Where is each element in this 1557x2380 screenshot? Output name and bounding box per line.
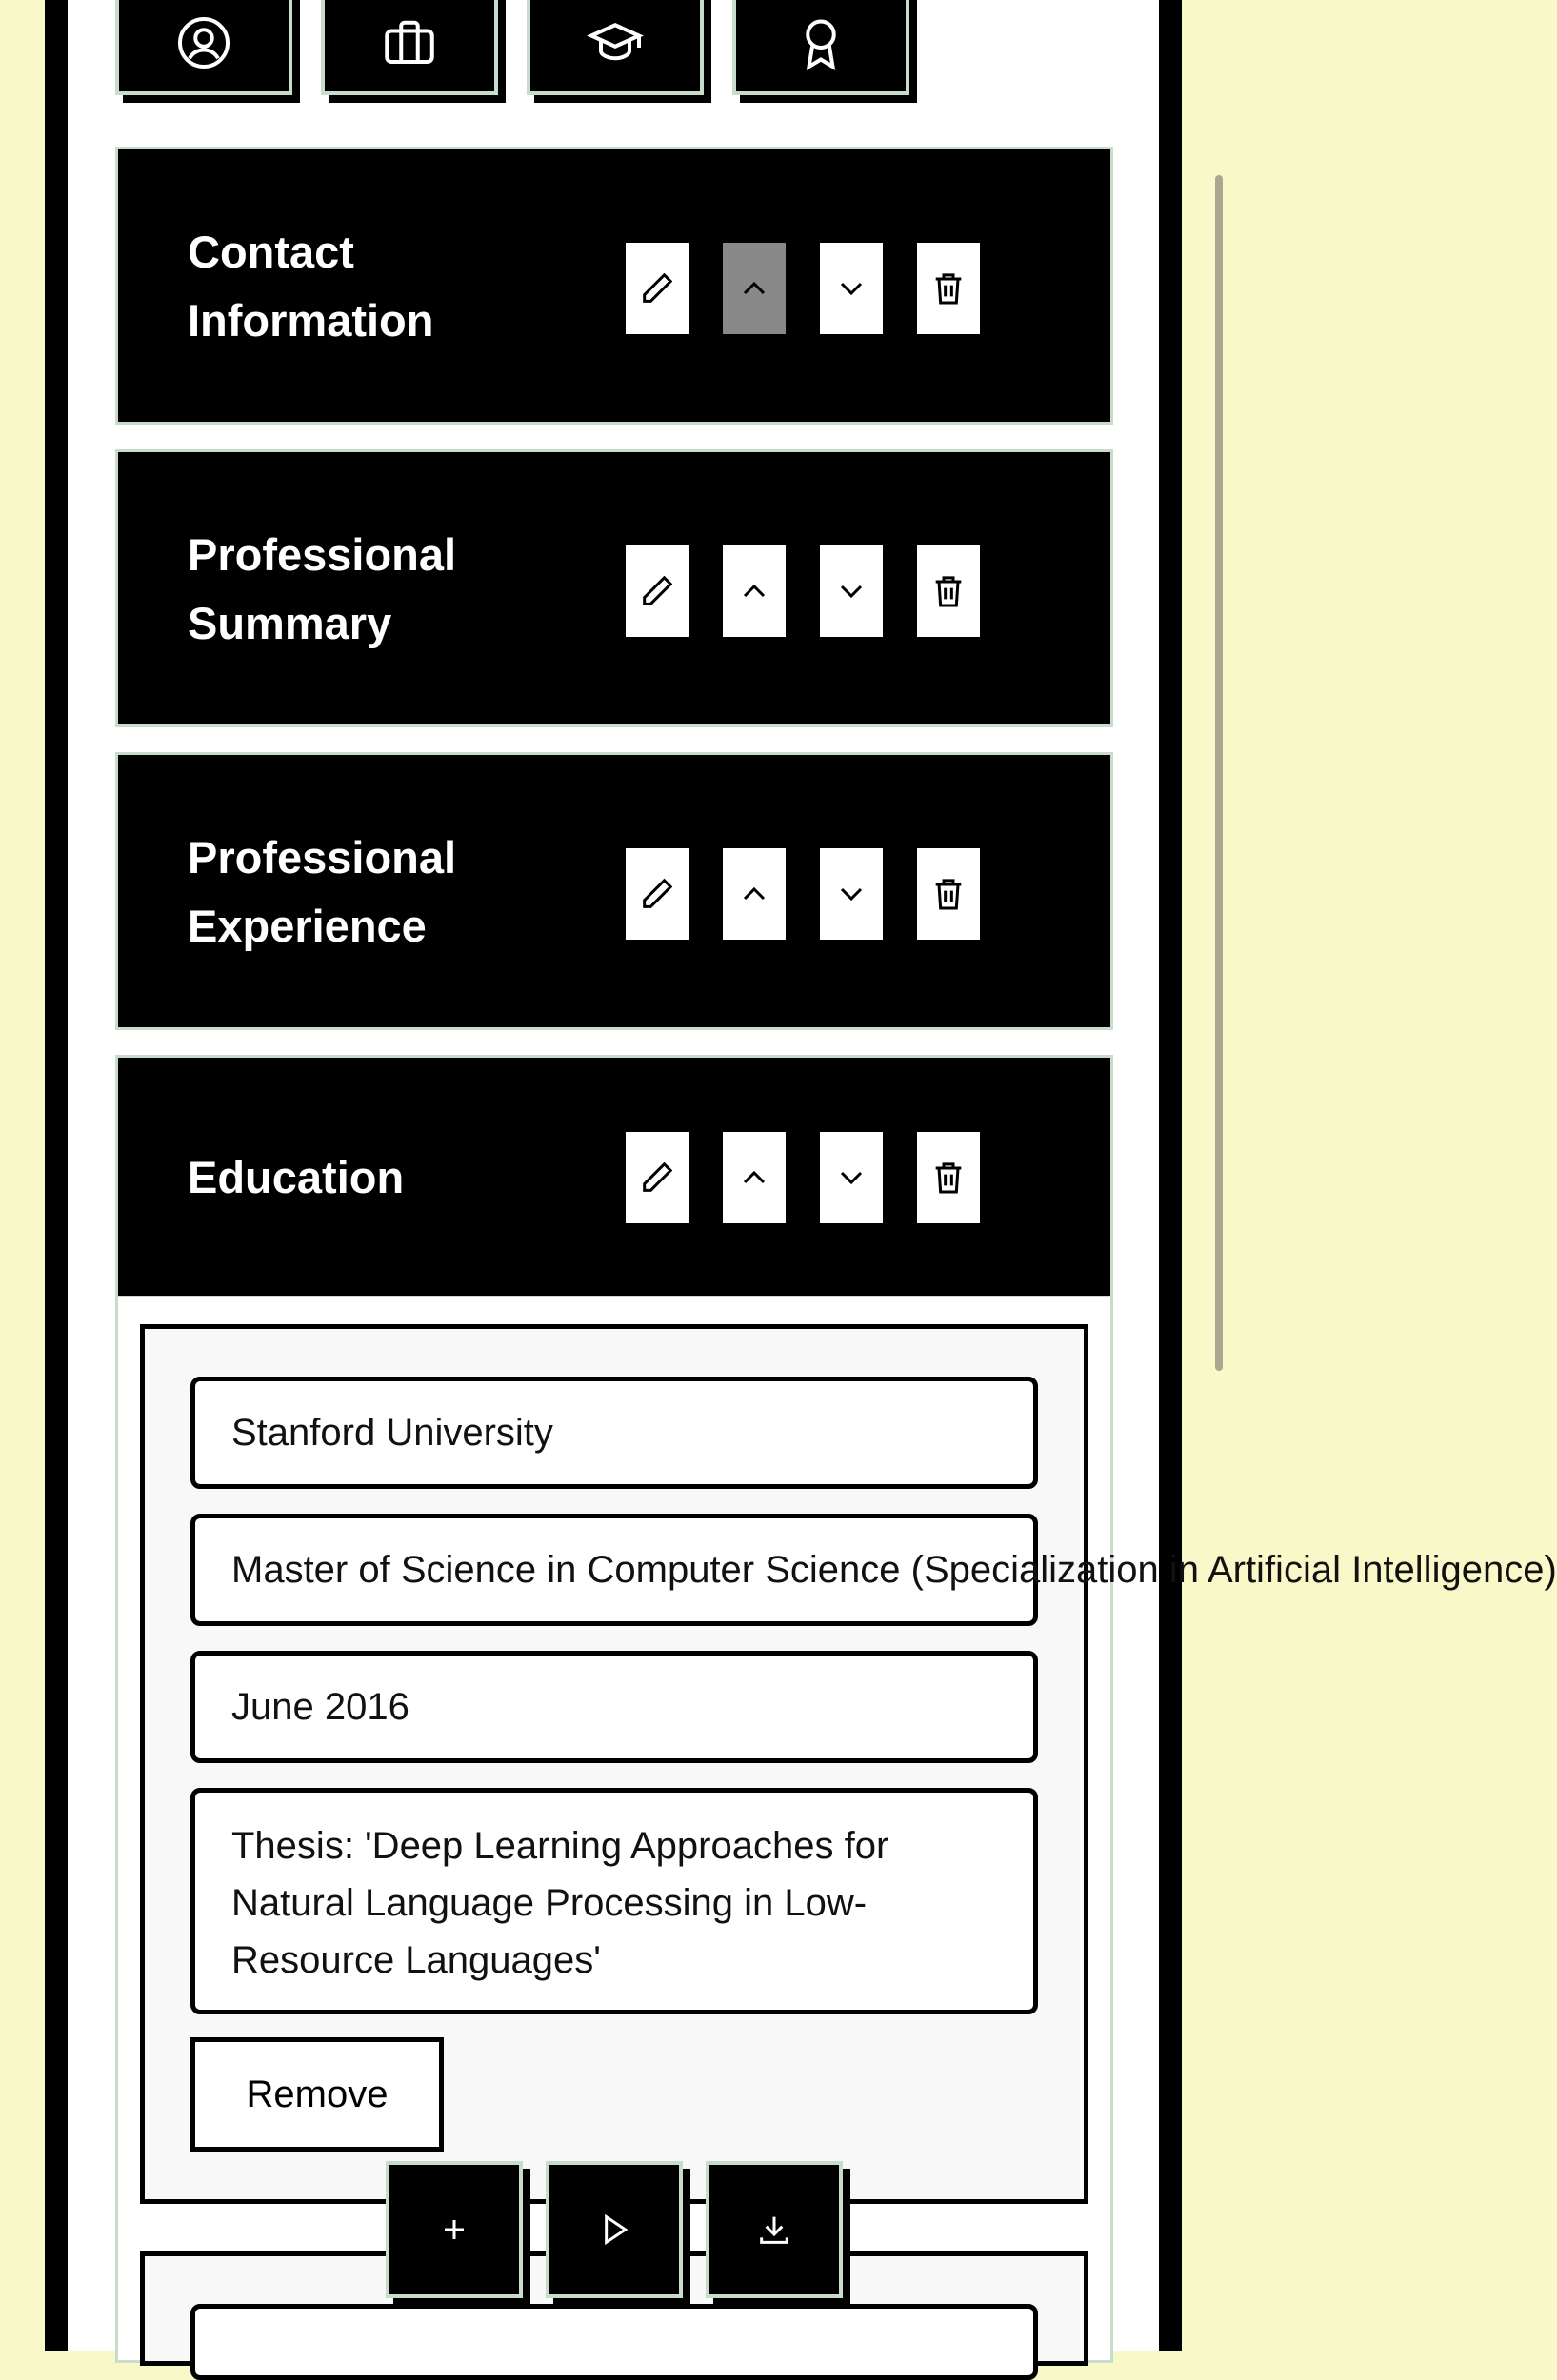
move-down-button[interactable]	[820, 545, 883, 637]
tab-experience[interactable]	[321, 0, 498, 95]
institution-input[interactable]: Stanford University	[190, 1377, 1038, 1489]
date-input[interactable]: June 2016	[190, 1651, 1038, 1763]
move-down-button[interactable]	[820, 1132, 883, 1223]
pencil-icon	[638, 1159, 676, 1197]
edit-button[interactable]	[626, 545, 689, 637]
delete-button[interactable]	[917, 545, 980, 637]
download-icon	[755, 2211, 793, 2249]
chevron-down-icon	[832, 1159, 870, 1197]
chevron-up-icon	[735, 875, 773, 913]
section-title: Education	[188, 1152, 405, 1202]
move-up-button[interactable]	[723, 1132, 786, 1223]
move-down-button[interactable]	[820, 848, 883, 940]
remove-button[interactable]: Remove	[190, 2037, 444, 2152]
briefcase-icon	[381, 14, 438, 71]
scrollbar[interactable]	[1215, 175, 1223, 1371]
download-button[interactable]	[706, 2161, 843, 2298]
pencil-icon	[638, 875, 676, 913]
next-entry-field[interactable]	[190, 2304, 1038, 2380]
delete-button[interactable]	[917, 243, 980, 334]
edit-button[interactable]	[626, 848, 689, 940]
pencil-icon	[638, 572, 676, 610]
degree-input[interactable]: Master of Science in Computer Science (Specialization in Artificial Intelligence)	[190, 1514, 1038, 1626]
description-textarea[interactable]: Thesis: 'Deep Learning Approaches for Natural Language Processing in Low-Resource Languages'	[190, 1788, 1038, 2014]
play-icon	[595, 2211, 633, 2249]
award-icon	[792, 14, 849, 71]
tab-awards[interactable]	[732, 0, 909, 95]
trash-icon	[929, 269, 968, 307]
section-education	[115, 1055, 1113, 1299]
chevron-up-icon	[735, 269, 773, 307]
section-contact-information	[115, 147, 1113, 425]
graduation-cap-icon	[587, 14, 644, 71]
trash-icon	[929, 875, 968, 913]
plus-icon	[435, 2211, 473, 2249]
chevron-up-icon	[735, 1159, 773, 1197]
pencil-icon	[638, 269, 676, 307]
chevron-down-icon	[832, 269, 870, 307]
section-professional-experience	[115, 752, 1113, 1030]
tab-education[interactable]	[527, 0, 704, 95]
move-up-button[interactable]	[723, 243, 786, 334]
edit-button[interactable]	[626, 243, 689, 334]
chevron-up-icon	[735, 572, 773, 610]
chevron-down-icon	[832, 875, 870, 913]
delete-button[interactable]	[917, 1132, 980, 1223]
section-title: Professional Experience	[188, 832, 457, 951]
trash-icon	[929, 572, 968, 610]
chevron-down-icon	[832, 572, 870, 610]
section-title: Contact Information	[188, 227, 434, 346]
section-professional-summary	[115, 449, 1113, 727]
preview-button[interactable]	[546, 2161, 683, 2298]
move-up-button[interactable]	[723, 545, 786, 637]
move-down-button[interactable]	[820, 243, 883, 334]
add-button[interactable]	[386, 2161, 523, 2298]
edit-button[interactable]	[626, 1132, 689, 1223]
move-up-button[interactable]	[723, 848, 786, 940]
tab-contact[interactable]	[115, 0, 292, 95]
user-circle-icon	[175, 14, 232, 71]
delete-button[interactable]	[917, 848, 980, 940]
trash-icon	[929, 1159, 968, 1197]
section-title: Professional Summary	[188, 529, 457, 648]
